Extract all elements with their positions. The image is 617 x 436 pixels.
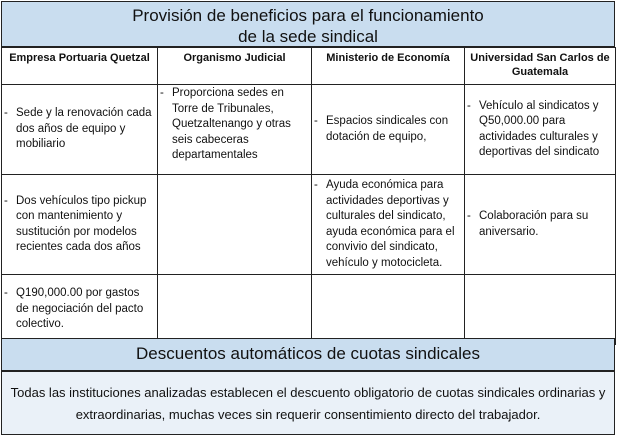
- table-cell-empty: [158, 275, 312, 345]
- table-cell-empty: [465, 275, 616, 345]
- cell-text: Ayuda económica para actividades deportivas y culturales del sindicato, ayuda económica para el convivio del sindicato, vehículo y motocicleta.: [326, 179, 455, 269]
- cell-text: Dos vehículos tipo pickup con mantenimiento y sustitución por modelos recientes cada dos años: [16, 194, 147, 253]
- column-header-ministerio-economia: Ministerio de Economía: [312, 48, 465, 85]
- title-line-2: de la sede sindical: [238, 27, 378, 46]
- table-cell: [2, 175, 158, 275]
- bullet-dash: -: [314, 115, 318, 127]
- table-cell: [312, 175, 465, 275]
- bullet-dash: -: [160, 87, 164, 99]
- bullet-dash: -: [4, 287, 8, 300]
- bullet-dash: -: [314, 179, 318, 191]
- cell-text: Vehículo al sindicatos y Q50,000.00 para actividades culturales y deportivas del sindicato: [479, 99, 600, 158]
- benefits-table: [1, 47, 616, 345]
- table-cell: [312, 85, 465, 175]
- table-cell: [2, 275, 158, 345]
- bullet-dash: -: [4, 194, 8, 207]
- table-header-row: [2, 48, 616, 85]
- title-line-1: Provisión de beneficios para el funcionamiento: [132, 6, 484, 25]
- bullet-dash: -: [4, 107, 8, 120]
- table-row: [2, 275, 616, 345]
- column-header-organismo-judicial: Organismo Judicial: [158, 48, 312, 85]
- column-header-universidad-san-carlos: Universidad San Carlos de Guatemala: [465, 48, 616, 85]
- table-row: [2, 175, 616, 275]
- table-cell-empty: [312, 275, 465, 345]
- table-cell: [465, 85, 616, 175]
- column-header-empresa-portuaria: Empresa Portuaria Quetzal: [2, 48, 158, 85]
- table-cell-empty: [158, 175, 312, 275]
- cell-text: Espacios sindicales con dotación de equipo,: [326, 115, 449, 143]
- cell-text: Colaboración para su aniversario.: [479, 210, 589, 238]
- table-cell: [158, 85, 312, 175]
- table-cell: [465, 175, 616, 275]
- cell-text: Q190,000.00 por gastos de negociación del pacto colectivo.: [16, 287, 144, 331]
- table-cell: [2, 85, 158, 175]
- bullet-dash: -: [467, 210, 471, 222]
- cell-text: Proporciona sedes en Torre de Tribunales, Quetzaltenango y otras seis cabeceras departamentales: [172, 87, 291, 161]
- table-row: [2, 85, 616, 175]
- title-banner: [1, 1, 615, 47]
- bullet-dash: -: [467, 99, 471, 112]
- section-title-descuentos: Descuentos automáticos de cuotas sindicales: [1, 338, 615, 371]
- cell-text: Sede y la renovación cada dos años de equipo y mobiliario: [16, 107, 152, 151]
- section-description: Todas las instituciones analizadas establecen el descuento obligatorio de cuotas sindicales ordinarias y extraordinarias, muchas veces sin requerir consentimiento directo del trabajador.: [1, 371, 615, 435]
